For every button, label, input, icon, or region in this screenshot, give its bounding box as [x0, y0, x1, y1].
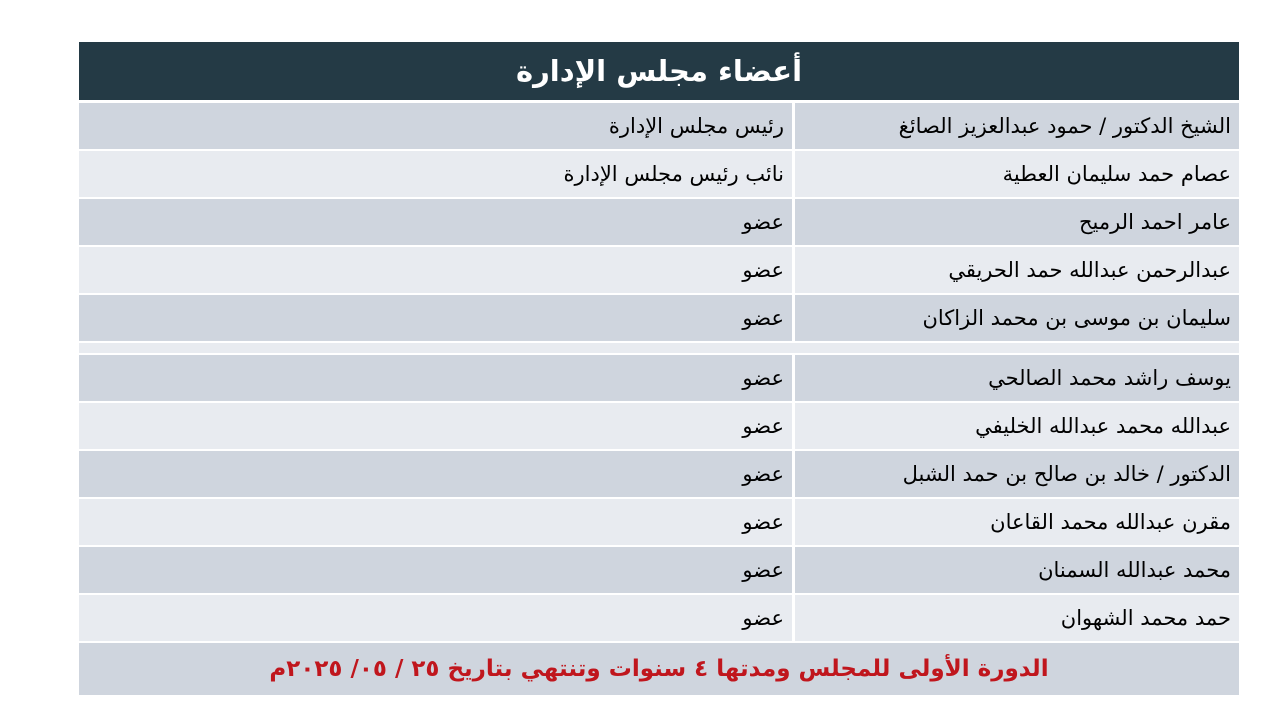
member-role: نائب رئيس مجلس الإدارة: [563, 162, 784, 186]
member-role: عضو: [742, 606, 784, 630]
board-members-table: [79, 42, 1239, 695]
table-row: [79, 547, 1239, 595]
table-row: [79, 247, 1239, 295]
member-name: عبدالرحمن عبدالله حمد الحريقي: [792, 247, 1239, 293]
member-name: مقرن عبدالله محمد القاعان: [792, 499, 1239, 545]
member-role: عضو: [742, 306, 784, 330]
table-row: [79, 295, 1239, 343]
member-role: عضو: [742, 414, 784, 438]
member-name: الدكتور / خالد بن صالح بن حمد الشبل: [792, 451, 1239, 497]
member-name: عبدالله محمد عبدالله الخليفي: [792, 403, 1239, 449]
member-name: عامر احمد الرميح: [792, 199, 1239, 245]
table-row: [79, 151, 1239, 199]
table-row: [79, 199, 1239, 247]
member-role: عضو: [742, 462, 784, 486]
member-role: رئيس مجلس الإدارة: [608, 114, 784, 138]
member-role: عضو: [742, 258, 784, 282]
table-title: أعضاء مجلس الإدارة: [79, 42, 1239, 103]
table-row: [79, 595, 1239, 643]
member-name: عصام حمد سليمان العطية: [792, 151, 1239, 197]
member-role: عضو: [742, 558, 784, 582]
member-role: عضو: [742, 210, 784, 234]
member-name: محمد عبدالله السمنان: [792, 547, 1239, 593]
table-row: [79, 499, 1239, 547]
member-name: الشيخ الدكتور / حمود عبدالعزيز الصائغ: [792, 103, 1239, 149]
term-footer-note: الدورة الأولى للمجلس ومدتها ٤ سنوات وتنتهي بتاريخ ٢٥ / ٠٥/ ٢٠٢٥م: [79, 643, 1239, 695]
table-row: [79, 103, 1239, 151]
table-row: [79, 355, 1239, 403]
table-row: [79, 403, 1239, 451]
member-name: سليمان بن موسى بن محمد الزاكان: [792, 295, 1239, 341]
member-name: حمد محمد الشهوان: [792, 595, 1239, 641]
member-name: يوسف راشد محمد الصالحي: [792, 355, 1239, 401]
table-row: [79, 451, 1239, 499]
table-body: [79, 103, 1239, 643]
member-role: عضو: [742, 366, 784, 390]
row-separator: [79, 343, 1239, 355]
member-role: عضو: [742, 510, 784, 534]
